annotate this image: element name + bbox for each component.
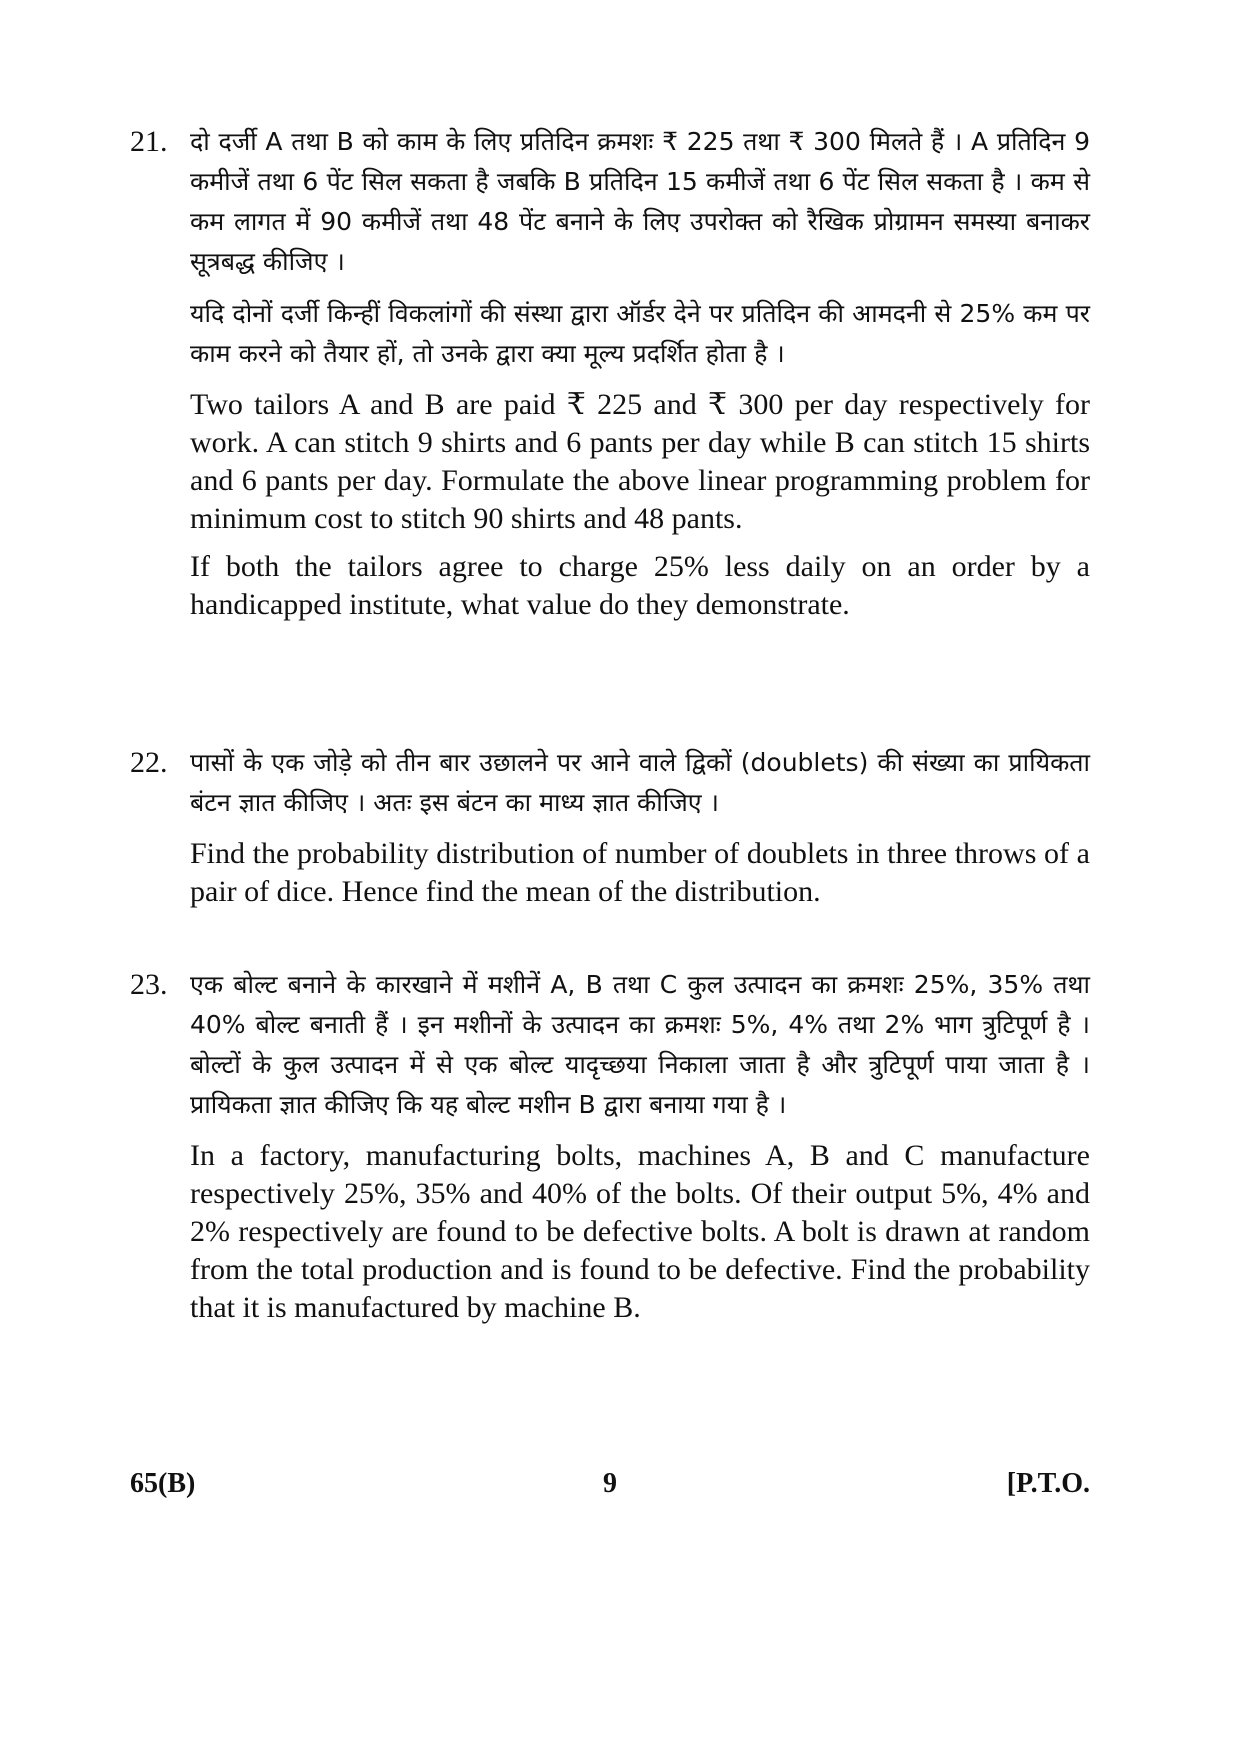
question-text-hindi: पासों के एक जोड़े को तीन बार उछालने पर आने वाले द्विकों (doublets) की संख्या का प्रायिकता बंटन ज्ञात कीजिए । अतः इस बंटन का माध्य ज्ञात कीजिए । [190,748,1090,817]
question-number: 22. [130,746,168,779]
question-21 [130,122,1090,634]
question-23 [130,965,1090,1337]
paper-code: 65(B) [130,1468,196,1499]
question-body [190,122,1090,624]
question-text-english: Two tailors A and B are paid ₹ 225 and ₹ 300 per day respectively for work. A can stitch 9 shirts and 6 pants per day while B can stitch 15 shirts and 6 pants per day. Formulate the above linear programming problem for minimum cost to stitch 90 shirts and 48 pants. [190,388,1090,535]
value-question-hindi: यदि दोनों दर्जी किन्हीं विकलांगों की संस्था द्वारा ऑर्डर देने पर प्रतिदिन की आमदनी से 25% कम पर काम करने को तैयार हों, तो उनके द्वारा क्या मूल्य प्रदर्शित होता है । [190,299,1090,368]
question-text-hindi: एक बोल्ट बनाने के कारखाने में मशीनें A, B तथा C कुल उत्पादन का क्रमशः 25%, 35% तथा 40% बोल्ट बनाती हैं । इन मशीनों के उत्पादन का क्रमशः 5%, 4% तथा 2% भाग त्रुटिपूर्ण है । बोल्टों के कुल उत्पादन में से एक बोल्ट यादृच्छया निकाला जाता है और त्रुटिपूर्ण पाया जाता है । प्रायिकता ज्ञात कीजिए कि यह बोल्ट मशीन B द्वारा बनाया गया है । [190,970,1090,1119]
question-body [190,743,1090,911]
please-turn-over: [P.T.O. [1006,1468,1090,1499]
question-text-hindi: दो दर्जी A तथा B को काम के लिए प्रतिदिन क्रमशः ₹ 225 तथा ₹ 300 मिलते हैं । A प्रतिदिन 9 कमीजें तथा 6 पेंट सिल सकता है जबकि B प्रतिदिन 15 कमीजें तथा 6 पेंट सिल सकता है । कम से कम लागत में 90 कमीजें तथा 48 पेंट बनाने के लिए उपरोक्त को रैखिक प्रोग्रामन समस्या बनाकर सूत्रबद्ध कीजिए । [190,127,1090,276]
page-footer [130,1464,1090,1504]
value-question-english: If both the tailors agree to charge 25% less daily on an order by a handicapped institute, what value do they demonstrate. [190,550,1090,621]
question-number: 23. [130,968,168,1001]
question-text-english: Find the probability distribution of number of doublets in three throws of a pair of dice. Hence find the mean of the distribution. [190,837,1090,908]
question-22 [130,743,1090,921]
question-number: 21. [130,125,168,158]
question-text-english: In a factory, manufacturing bolts, machines A, B and C manufacture respectively 25%, 35% and 40% of the bolts. Of their output 5%, 4% and 2% respectively are found to be defective bolts. A bolt is drawn at random from the total production and is found to be defective. Find the probability that it is manufactured by machine B. [190,1139,1090,1324]
page-number: 9 [603,1468,617,1499]
question-body [190,965,1090,1327]
